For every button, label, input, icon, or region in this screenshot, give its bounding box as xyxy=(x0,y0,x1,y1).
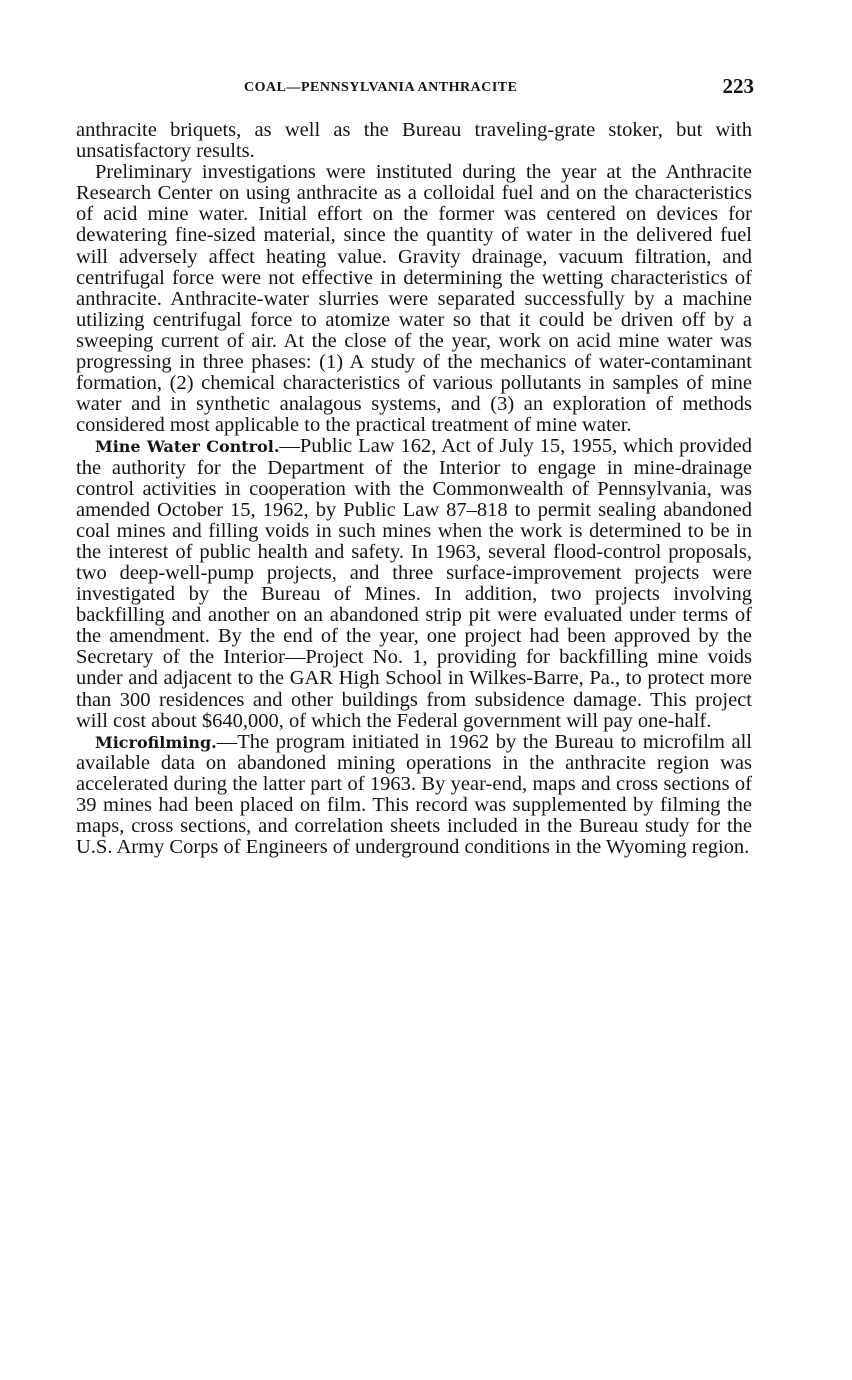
body-text xyxy=(76,120,752,858)
paragraph-preliminary-investigations: Preliminary investigations were instituted during the year at the Anthracite Research Center on using anthracite as a colloidal fuel and on the characteristics of acid mine water. Initial effort on the former was centered on devices for dewatering fine-sized material, since the quantity of water in the delivered fuel will adversely affect heating value. Gravity drainage, vacuum filtration, and centrifugal force were not effective in determining the wetting characteristics of anthracite. Anthracite-water slurries were separated successfully by a machine utilizing centrifugal force to atomize water so that it could be driven off by a sweeping current of air. At the close of the year, work on acid mine water was progressing in three phases: (1) A study of the mechanics of water-contaminant formation, (2) chemical characteristics of various pollutants in samples of mine water and in synthetic analagous systems, and (3) an exploration of methods considered most applicable to the practical treatment of mine water. xyxy=(76,161,752,437)
page-number: 223 xyxy=(722,74,754,98)
microfilming-heading: Microfilming. xyxy=(95,732,217,752)
page-header xyxy=(76,74,754,104)
paragraph-briquets-continuation: anthracite briquets, as well as the Bureau traveling-grate stoker, but with unsatisfactory results. xyxy=(76,119,752,163)
mine-water-control-heading: Mine Water Control. xyxy=(95,437,280,457)
microfilming-text: —The program initiated in 1962 by the Bureau to microfilm all available data on abandoned mining operations in the anthracite region was accelerated during the latter part of 1963. By year-end, maps and cross sections of 39 mines had been placed on film. This record was supplemented by filming the maps, cross sections, and correlation sheets included in the Bureau study for the U.S. Army Corps of Engineers of underground conditions in the Wyoming region. xyxy=(76,730,752,859)
paragraph-microfilming xyxy=(76,732,752,859)
mine-water-control-text: —Public Law 162, Act of July 15, 1955, which provided the authority for the Department of the Interior to engage in mine-drainage control activities in cooperation with the Commonwealth of Pennsylvania, was amended October 15, 1962, by Public Law 87–818 to permit sealing abandoned coal mines and filling voids in such mines when the work is determined to be in the interest of public health and safety. In 1963, several flood-control proposals, two deep-well-pump projects, and three surface-improvement projects were investigated by the Bureau of Mines. In addition, two projects involving backfilling and another on an abandoned strip pit were evaluated under terms of the amendment. By the end of the year, one project had been approved by the Secretary of the Interior—Project No. 1, providing for backfilling mine voids under and adjacent to the GAR High School in Wilkes-Barre, Pa., to protect more than 300 residences and other buildings from subsidence damage. This project will cost about $640,000, of which the Federal government will pay one-half. xyxy=(76,435,752,732)
paragraph-mine-water-control xyxy=(76,436,752,731)
running-head: COAL—PENNSYLVANIA ANTHRACITE xyxy=(244,80,518,95)
